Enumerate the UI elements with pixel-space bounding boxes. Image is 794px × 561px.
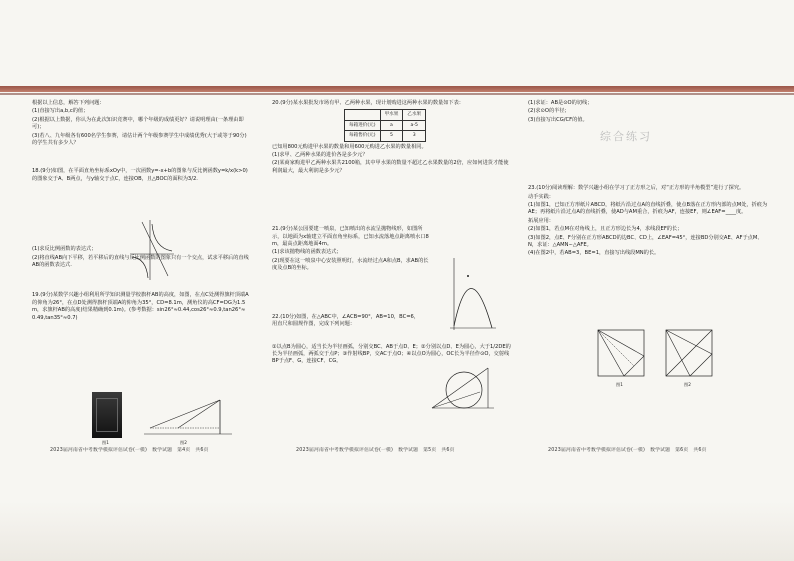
- table-cell: 每箱进价(元): [345, 120, 381, 130]
- figure-2-caption: 图2: [180, 440, 187, 445]
- price-table: [344, 109, 426, 141]
- text-line: (1)求证：AB是⊙O的切线；: [528, 100, 593, 106]
- table-header: 乙水果: [403, 110, 426, 120]
- table-cell: 3: [403, 131, 426, 141]
- figure-2-caption: 图2: [684, 382, 691, 387]
- square-figure-1: [594, 326, 648, 380]
- page-6-footer: 2023届河南省中考数学模拟评估试卷(一模) 数学试题 第6页 共6页: [548, 448, 707, 453]
- text-line: 动手实践：: [528, 193, 554, 200]
- table-header: 甲水果: [380, 110, 403, 120]
- text-line: (3)如图2，点E、F分别在正方形ABCD的边BC、CD上，∠EAF=45°，连接BD分别交AE、AF于点M、N，求证：△AMN∽△AFE。: [528, 234, 763, 249]
- faint-heading: 综合练习: [600, 130, 652, 143]
- circle-triangle-figure: [428, 362, 498, 416]
- question-23: 23.(10分)阅读理解：数学兴趣小组在学习了正方形之后，对“正方形的半角模型”进行了探究。: [528, 185, 745, 192]
- question-22: 22.(10分)如图，在△ABC中，∠ACB=90°，AB=10，BC=6，用直尺和圆规作图，完成下列问题：: [272, 313, 420, 328]
- text-line: 根据以上信息，解答下列问题：: [32, 100, 105, 106]
- text-line: (1)如图1，已知正方形纸片ABCD，将纸片沿过点A的直线折叠，使点B落在正方形内部的点M处，折痕为AE；再将纸片沿过点A的直线折叠，使AD与AM重合，折痕为AF，连接EF，则∠EAF=____度。: [528, 202, 768, 216]
- text-line: 拓展应用：: [528, 217, 554, 224]
- text-line: (1)求甲、乙两种水果的进价各是多少元？: [272, 152, 368, 159]
- question-20: 20.(9分)某水果批发市场有甲、乙两种水果，现计划购进这两种水果的数量如下表：: [272, 100, 464, 106]
- hyperbola-figure: [128, 218, 176, 282]
- figure-1-caption: 图1: [616, 382, 623, 387]
- header-band-line: [0, 93, 794, 95]
- parabola-figure: [448, 256, 498, 332]
- figure-1-caption: 图1: [102, 440, 109, 445]
- table-header: [345, 110, 381, 120]
- text-line: (2)根据以上数据，你认为在此次知识竞赛中，哪个年级的成绩更好？请说明理由(一条理由即可)；: [32, 116, 244, 131]
- table-cell: a-5: [403, 120, 426, 130]
- header-band: [0, 86, 794, 92]
- text-line: (3)直接写出CG/CF的值。: [528, 116, 588, 123]
- text-line: ①以点B为圆心，适当长为半径画弧，分别交BC、AB于点D、E；②分别以点D、E为圆心，大于1/2DE的长为半径画弧，两弧交于点P；③作射线BP，交AC于点O；④以点O为圆心，OC长为半径作⊙O，交射线BP于点F、G，连接CF、CG。: [272, 343, 511, 365]
- text-line: (2)现要在这一喷泉中心安装照明灯，水流经过点A和点B，求AB的长度及点B的坐标。: [272, 257, 429, 272]
- flagpole-photo: [92, 392, 122, 438]
- question-21: 21.(9分)某公园要建一喷泉，已知喷出的水流呈抛物线形，如图所示，以地面为x轴建立平面直角坐标系，已知水流落地点距离喷水口8m，最高点距离地面4m。: [272, 226, 429, 248]
- table-cell: 每箱售价(元): [345, 131, 381, 141]
- table-row: [345, 131, 426, 141]
- text-line: (2)某商家购进甲乙两种水果共2100箱，其中甲水果的数量不超过乙水果数量的2倍，应如何进货才能使利润最大，最大利润是多少元？: [272, 160, 509, 174]
- text-line: 已知用800元购进甲水果的数量和用600元购进乙水果的数量相同。: [272, 143, 427, 150]
- table-cell: 5: [380, 131, 403, 141]
- page-5-footer: 2023届河南省中考数学模拟评估试卷(一模) 数学试题 第5页 共6页: [296, 448, 455, 453]
- text-line: (1)直接写出a,b,c的值；: [32, 108, 89, 115]
- page-4-column: [32, 100, 250, 323]
- text-line: (2)求⊙O的半径；: [528, 108, 570, 115]
- paper-shadow: [0, 501, 794, 561]
- text-line: (1)求反比例函数的表达式；: [32, 246, 97, 253]
- text-line: (3)若八、九年级各有600名学生参赛，请估计两个年级参赛学生中成绩优秀(大于或等于90分)的学生共有多少人？: [32, 132, 247, 147]
- text-line: (2)将直线AB向下平移，若平移后的直线与反比例函数的图象只有一个交点，试求平移后的直线AB的函数表达式.: [32, 254, 249, 269]
- text-line: (4)在图2中，若AB=3，BE=1，直接写出线段MN的长。: [528, 250, 660, 257]
- angle-diagram: [140, 396, 236, 440]
- table-row: [345, 120, 426, 130]
- table-cell: a: [380, 120, 403, 130]
- page-6-column: [528, 100, 768, 259]
- text-line: (1)求该抛物线的函数表达式；: [272, 249, 342, 256]
- question-18: 18.(9分)如图，在平面直角坐标系xOy中，一次函数y=-x+b的图象与反比例函数y=k/x(k>0)的图象交于A、B两点，与y轴交于点C，连接OB，且△BOC的面积为3/2.: [32, 168, 248, 182]
- page-4-footer: 2023届河南省中考数学模拟评估试卷(一模) 数学试题 第4页 共6页: [50, 448, 209, 453]
- square-figure-2: [662, 326, 716, 380]
- text-line: (2)如图1，若点M在对角线上，且正方形边长为4，求线段EF的长；: [528, 226, 683, 233]
- question-19: 19.(9分)某数学兴趣小组利用所学知识测量学校旗杆AB的高度，如图，在点C处测得旗杆顶端A的仰角为26°，在点D处测得旗杆顶端A的仰角为35°，CD=8.1m，测角仪的高CF=DG为1.5m，求旗杆AB的高度(结果精确到0.1m)。(参考数据：sin26°≈0.44,cos26°≈0.9,tan26°≈0.49,tan35°≈0.7): [32, 292, 249, 321]
